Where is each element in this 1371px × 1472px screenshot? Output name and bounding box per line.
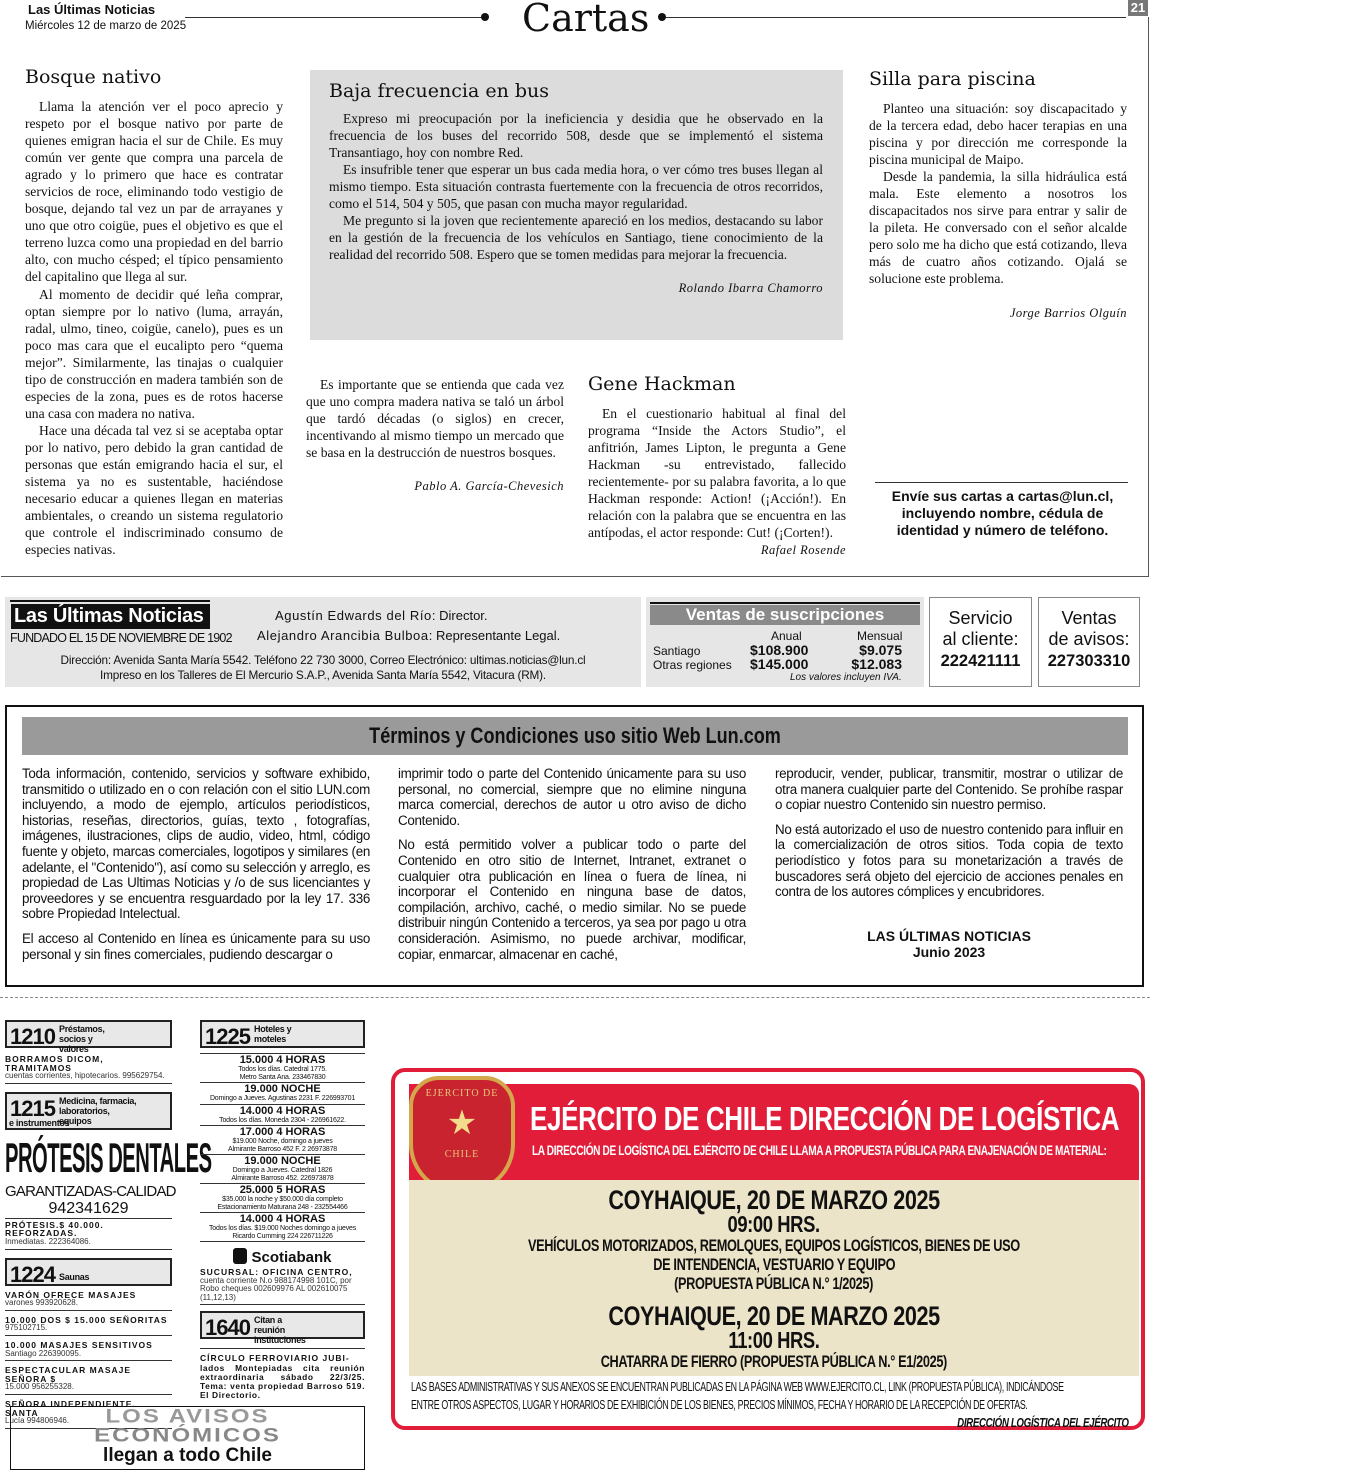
terms-signature [775,928,1123,960]
item-time: 11:00 HRS. [728,1327,820,1353]
category-1225 [200,1020,365,1048]
ad-text: cuentas corrientes, hipotecarios. 995629754. [5,1071,165,1081]
ad-head: 15.000 4 HORAS [239,1054,326,1066]
letter-bosque-continuation [306,376,564,494]
section-title: Cartas [522,0,650,40]
category-label: e instrumentos [9,1117,70,1128]
ad-head: ESPECTACULAR MASAJE SEÑORA $ [5,1365,132,1384]
legal-rep: Alejandro Arancibia Bulboa: Representante Legal. [257,628,561,643]
paper-name: Las Últimas Noticias [28,2,156,17]
classifieds-col-2 [200,1020,365,1402]
hotel-ad[interactable] [200,1105,365,1127]
letter-paragraph: Hace una década tal vez si se aceptaba optar por lo nativo, pero debido la gran cantidad de personas que están emigrando hacia el sur, el sistema ya no es sustentable, haciéndose necesario educar a quienes llegan en materias ambientales, o creando un sistema regulatorio que controle el indiscriminado consumo de especies nativas. [25,422,283,558]
ad-head: 10.000 DOS $ 15.000 SEÑORITAS [5,1314,168,1325]
ad-head: CÍRCULO FERROVIARIO JUBI- [200,1353,350,1364]
ad-line: Todos los días. $19.000 Noches domingo a jueves [208,1225,357,1232]
row-monthly: $12.083 [851,656,902,672]
row-region: Santiago [653,644,701,658]
category-number: 1210 [10,1024,55,1049]
classified-ad[interactable] [5,1053,172,1084]
letter-paragraph: Es importante que se entienda que cada vez que uno compra madera nativa se taló un árbol que tardó décadas (o siglos) en crecer, incentivando al mismo tiempo un mercado que se basa en la destrucción de nuestros bosques. [306,377,564,461]
ad-text: Inmediatas. 222364086. [5,1236,91,1246]
protesis-sub: GARANTIZADAS-CALIDAD [5,1182,176,1200]
letter-title: Bosque nativo [25,66,162,88]
founded: FUNDADO EL 15 DE NOVIEMBRE DE 1902 [10,631,232,645]
hotel-ad[interactable] [200,1126,365,1155]
letter-baja-frecuencia [310,70,843,340]
item-desc: (PROPUESTA PÚBLICA N.° 1/2025) [674,1274,874,1293]
hotel-ad[interactable] [200,1054,365,1083]
scotiabank-brand: Scotiabank [251,1249,332,1266]
ejercito-item [409,1294,1139,1372]
ejercito-title [530,1100,1130,1138]
ejercito-item [409,1180,1139,1294]
scotiabank-icon [233,1248,247,1264]
category-label: Citan a reunión instituciones [254,1315,306,1346]
terms-title-text: Términos y Condiciones uso sitio Web Lun.com [369,723,781,748]
letter-gene-hackman [588,373,846,558]
classified-ad[interactable] [5,1364,172,1395]
category-label: Saunas [59,1271,90,1282]
letter-title: Silla para piscina [869,68,1036,90]
ad-line: Todos los días. Catedral 1775. [238,1066,327,1073]
ad-line: $19.000 Noche, domingo a jueves [232,1138,333,1145]
ejercito-title-text: EJÉRCITO DE CHILE DIRECCIÓN DE LOGÍSTICA [530,1100,1120,1137]
ad-head: 25.000 5 HORAS [239,1184,326,1196]
ad-line: $35.000 la noche y $50.000 día completo [222,1196,343,1203]
terms-paragraph: No está permitido volver a publicar todo o parte del Contenido en otro sitio de Internet, Intranet, extranet o cualquier otra publicación en línea o fuera de línea, ni incorporar el Contenido en ninguna base de datos, compilación, archivo, caché, o medio similar. No se puede distribuir ningún Contenido a terceros, ya sea por pago u otra consideración. Asimismo, no puede archivar, modificar, copiar, enmarcar, almacenar en caché, [398,837,746,962]
seal-text: EJERCITO DE [425,1088,499,1099]
promo-line: llegan a todo Chile [103,1445,272,1466]
ad-line: Almirante Barroso 452. 226973878 [231,1174,334,1182]
scotiabank-ad[interactable] [200,1248,365,1305]
item-date: COYHAIQUE, 20 DE MARZO 2025 [608,1301,940,1331]
promo-line: ECONÓMICOS [94,1424,281,1447]
legal-role: Representante Legal. [435,628,561,643]
category-1224 [5,1258,172,1286]
category-number: 1640 [205,1315,250,1341]
letter-paragraph: Al momento de decidir qué leña comprar, optan siempre por lo nativo (luma, arrayán, radal, ulmo, tineo, coigüe, canelo), pues es un poco mas cara que el eucalipto pero “quema mejor”. Similarmente, las tinajas o cualquier tipo de construcción en madera también son de especies de la zona, pues es de rotos hacerse una casa con madera no nativa. [25,286,283,421]
terms-col-3 [775,766,1123,909]
seal-text: CHILE [444,1149,480,1160]
service-phone: 222421111 [940,652,1021,670]
page-number: 21 [1128,0,1148,16]
category-1640 [200,1311,365,1346]
subscriptions-rule [650,602,920,604]
letter-signature: Pablo A. García-Chevesich [414,479,564,494]
ejercito-subtitle [532,1142,1132,1160]
item-date: COYHAIQUE, 20 DE MARZO 2025 [608,1185,940,1215]
col-annual: Anual [771,629,802,643]
ejercito-ad[interactable] [391,1068,1145,1430]
hotel-ad[interactable] [200,1184,365,1213]
category-number: 1224 [10,1261,55,1287]
ad-head: 14.000 4 HORAS [239,1104,326,1117]
legal-name: Alejandro Arancibia Bulboa [257,628,429,643]
category-number: 1215 [10,1095,55,1121]
subscriptions-title: Ventas de suscripciones [650,605,920,625]
ad-line: Domingo a Jueves. Agustinas 2231 F. 226993701 [209,1095,356,1102]
ejercito-details [409,1180,1139,1376]
classified-ad[interactable] [5,1339,172,1361]
hotel-ad[interactable] [200,1213,365,1242]
category-1215 [5,1092,172,1130]
printed-at: Impreso en los Talleres de El Mercurio S.A.P., Avenida Santa María 5542, Vitacura (RM). [100,668,546,682]
send-letters-rule [875,482,1128,483]
ad-head: 19.000 NOCHE [244,1155,321,1167]
ad-head: 14.000 4 HORAS [239,1213,326,1225]
terms-paragraph: No está autorizado el uso de nuestro contenido para influir en la comercialización de otros sitios. Toda copia de texto periodístico y fotos para su monetarización a través de buscadores será objeto del ejercicio de acciones penales en contra de los autores cómplices y encubridores. [775,821,1123,900]
ejercito-subtitle-text: LA DIRECCIÓN DE LOGÍSTICA DEL EJÉRCITO DE CHILE LLAMA A PROPUESTA PÚBLICA PARA ENAJENACIÓN DE MATERIAL: [532,1142,1107,1158]
letter-paragraph: Planteo una situación: soy discapacitado y de la tercera edad, debo hacer terapias en una piscina y por dirección me corresponde la piscina municipal de Maipo. [869,101,1127,168]
protesis-title-text: PRÓTESIS DENTALES [5,1133,212,1181]
row-annual: $108.900 [750,642,809,658]
ad-text: cuenta corriente N.o 988174998 101C, por Robo cheques 002609976 AL 002610075 (11,12,13) [200,1275,352,1302]
letter-paragraph: Expreso mi preocupación por la ineficiencia y desidia que he observado en la frecuencia de los buses del recorrido 508, desde que se implementó el sistema Transantiago, hoy con nombre Red. [329,111,823,161]
category-number: 1225 [205,1024,250,1049]
ad-line: Todos los días. Moneda 2304 - 226961622. [219,1116,346,1124]
protesis-title [5,1133,212,1181]
item-time: 09:00 HRS. [727,1211,821,1237]
letter-paragraph: Me pregunto si la joven que recientemente apareció en los medios, destacando su labor en la gestión de la frecuencia de los vehículos en Santiago, tiene conocimiento de la realidad del recorrido 508. Espero que se tomen medidas para mejorar la frecuencia. [329,213,823,263]
ads-sales-box [1038,597,1140,687]
director: Agustín Edwards del Río: Director. [275,608,488,623]
ad-head: 17.000 4 HORAS [239,1126,326,1138]
issue-date: Miércoles 12 de marzo de 2025 [25,20,187,32]
classified-ad[interactable] [5,1289,172,1311]
ad-line: Ricardo Cumming 224 226711226 [232,1232,333,1240]
category-label: Préstamos, socios y valores [59,1024,105,1054]
ad-text: 975102715. [5,1323,48,1333]
row-annual: $145.000 [750,656,809,672]
service-label: Servicio [948,608,1013,628]
terms-paragraph: imprimir todo o parte del Contenido únicamente para su uso personal, no comercial, siempre que no elimine ninguna marca comercial, derechos de autor u otro aviso de dicho Contenido. [398,766,746,828]
address: Dirección: Avenida Santa María 5542. Teléfono 22 730 3000, Correo Electrónico: ultimas.noticias@lun.cl [60,653,586,667]
terms-paragraph: reproducir, vender, publicar, transmitir, mostrar o utilizar de otra manera cualquier parte del Contenido. Se prohíbe raspar o copiar nuestro Contenido sin nuestro permiso. [775,766,1123,813]
ad-text: Lucía 994806946. [5,1416,70,1426]
letter-title: Baja frecuencia en bus [329,80,550,102]
director-role: Director. [439,608,488,623]
item-desc: DE INTENDENCIA, VESTUARIO Y EQUIPO [653,1255,895,1274]
category-label: Hoteles y moteles [254,1024,292,1044]
send-letters-note: Envíe sus cartas a cartas@lun.cl, incluyendo nombre, cédula de identidad y número de teléfono. [891,488,1114,538]
category-1210 [5,1020,172,1054]
protesis-ad[interactable] [5,1133,212,1219]
ad-text: varones 993920628. [5,1298,78,1308]
ad-head: 19.000 NOCHE [244,1083,321,1095]
iva-note: Los valores incluyen IVA. [790,672,902,683]
masthead-rule [10,600,210,602]
ads-label: de avisos: [1048,629,1130,649]
category-label: Medicina, farmacia, laboratorios, equipos [59,1095,137,1126]
ad-head: SEÑORA INDEPENDIENTE. SANTA [5,1398,136,1418]
ad-text: Santiago 226390095. [5,1348,82,1358]
scotiabank-logo [200,1248,365,1266]
ad-head: BORRAMOS DICOM, TRAMITAMOS [5,1054,104,1073]
director-name: Agustín Edwards del Río [275,608,432,623]
letter-paragraph: Desde la pandemia, la silla hidráulica está mala. Este elemento a nosotros los discapacitados nos sirve para entrar y salir de la pileta. He conversado con el señor alcalde pero solo me ha dicho que está cotizando, lleva más de cuatro años cotizando. Ojalá se solucione este problema. [869,169,1127,287]
service-label: al cliente: [942,629,1019,649]
ejercito-footer [411,1378,1141,1432]
footer-line: LAS BASES ADMINISTRATIVAS Y SUS ANEXOS SE ENCUENTRAN PUBLICADAS EN LA PÁGINA WEB WWW.EJERCITO.CL, LINK (PROPUESTA PÚBLICA), INDICÁNDOSE [411,1379,1064,1394]
col-monthly: Mensual [857,629,903,643]
section-divider [0,997,1150,998]
letter-title: Gene Hackman [588,373,736,395]
row-monthly: $9.075 [859,642,902,658]
ad-head: VARÓN OFRECE MASAJES [5,1289,137,1300]
service-box [929,597,1032,687]
item-desc: CHATARRA DE FIERRO (PROPUESTA PÚBLICA N.° E1/2025) [600,1352,948,1371]
ads-label: Ventas [1061,608,1117,628]
letter-bosque-nativo [25,66,283,558]
ad-text: 15.000 956255328. [5,1382,74,1392]
classified-ad[interactable] [5,1219,172,1250]
ad-line: Metro Santa Ana. 233467830 [239,1073,326,1081]
classified-ad [200,1266,365,1305]
ad-text: lados Montepiadas cita reunión extraordinaria sábado 22/3/25. Tema: venta propiedad Barroso 519. El Directorio. [200,1362,365,1401]
terms-title [22,717,1128,755]
footer-line: ENTRE OTROS ASPECTOS, LUGAR Y HORARIOS DE EXHIBICIÓN DE LOS BIENES, PRECIOS MÍNIMOS, FECHA Y HORARIO DE LA RECEPCIÓN DE OFERTAS. [411,1397,1028,1412]
ad-head: 10.000 MASAJES SENSITIVOS [5,1339,153,1350]
terms-sign-date: Junio 2023 [912,944,986,960]
item-desc: VEHÍCULOS MOTORIZADOS, REMOLQUES, EQUIPOS LOGÍSTICOS, BIENES DE USO [528,1236,1020,1255]
ad-head: PRÓTESIS.$ 40.000. REFORZADAS. [5,1219,104,1239]
ad-line: Almirante Barroso 452 F. 2 26973878 [228,1145,337,1153]
ad-line: Domingo a Jueves. Catedral 1826 [232,1167,333,1174]
protesis-phone: 942341629 [5,1200,172,1219]
letter-paragraph: Llama la atención ver el poco aprecio y respeto por el bosque nativo por parte de quienes emigran hacia el sur de Chile. Es muy común ver gente que compra una parcela de agrado y lo primero que hace es contratar servicios de roce, eliminando todo vestigio de bosque, dejando tal vez un par de arrayanes y uno que otro coigüe, pues el objetivo es que el terreno luzca como una propiedad en del barrio alto, con mucho césped; el típico pensamiento del capitalino que llega al sur. [25,99,283,285]
hotel-ad[interactable] [200,1083,365,1105]
masthead [5,597,641,687]
terms-sign-name: LAS ÚLTIMAS NOTICIAS [867,928,1031,944]
classified-ad[interactable] [5,1314,172,1336]
star-icon: ★ [446,1105,478,1142]
ad-line: Estacionamiento Maturana 248 - 232554466 [217,1203,348,1211]
letter-signature: Jorge Barrios Olguín [1009,305,1127,320]
promo-box [10,1406,365,1470]
ads-phone: 227303310 [1047,652,1131,670]
letter-signature: Rafael Rosende [760,543,846,558]
ad-head: SUCURSAL: OFICINA CENTRO, [200,1267,353,1277]
terms-col-2 [398,766,746,971]
terms-paragraph: El acceso al Contenido en línea es únicamente para su uso personal y sin fines comerciales, pudiendo descargar o [22,930,370,962]
letter-signature: Rolando Ibarra Chamorro [678,281,823,296]
letter-paragraph: Es insufrible tener que esperar un bus cada media hora, o ver cómo tres buses llegan al mismo tiempo. Esta situación contrasta fuertemente con la frecuencia de otros recorridos, como el 514, 504 y 505, que pasan con mucha mayor regularidad. [329,162,823,212]
ejercito-seal-icon [409,1076,515,1194]
masthead-logo: Las Últimas Noticias [11,604,210,629]
terms-col-1 [22,766,370,971]
ejercito-signature: DIRECCIÓN LOGÍSTICA DEL EJÉRCITO [957,1415,1129,1430]
letter-silla-piscina [869,68,1127,321]
hotel-ad[interactable] [200,1155,365,1184]
classified-ad[interactable] [200,1349,365,1402]
row-region: Otras regiones [653,658,732,672]
terms-paragraph: Toda información, contenido, servicios y software exhibido, transmitido o utilizado en o con relación con el sitio LUN.com incluyendo, a modo de ejemplo, artículos periodísticos, historias, reseñas, directorios, guías, texto , fotografías, imágenes, ilustraciones, clips de audio, video, html, código fuente y objeto, marcas comerciales, logotipos y similares (en adelante, el "Contenido"), así como su selección y arreglo, es propiedad de Las Ultimas Noticias y /o de sus licenciantes y proveedores y se encuentra resguardado por la ley 17. 336 sobre Propiedad Intelectual. [22,766,370,922]
promo-line: LOS AVISOS [105,1405,270,1428]
letter-paragraph: En el cuestionario habitual al final del programa “Inside the Actors Studio”, el anfitrión, James Lipton, le pregunta a Gene Hackman -su entrevistado, fallecido recientemente- por su palabra favorita, a lo que Hackman responde: Action! (¡Acción!). En relación con la palabra que se encuentra en las antípodas, el actor responde: Cut! (¡Corten!). [588,406,846,541]
subscriptions [646,597,924,687]
